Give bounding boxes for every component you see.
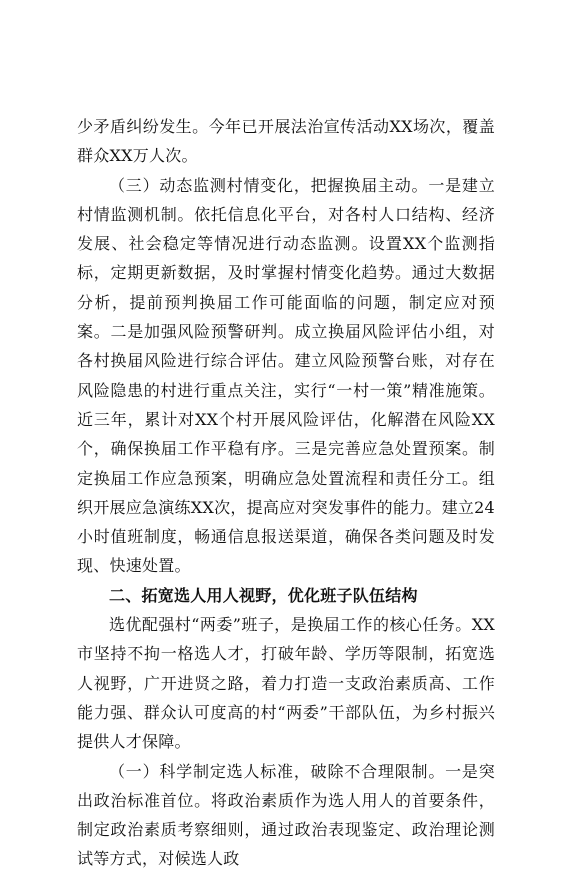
section-heading: 二、拓宽选人用人视野，优化班子队伍结构 — [109, 585, 418, 605]
document-body — [77, 112, 495, 874]
paragraph-continued: 少矛盾纠纷发生。今年已开展法治宣传活动XX场次，覆盖群众XX万人次。 — [77, 117, 495, 166]
paragraph-village-monitoring: （三）动态监测村情变化，把握换届主动。一是建立村情监测机制。依托信息化平台，对各村人口结构、经济发展、社会稳定等情况进行动态监测。设置XX个监测指标，定期更新数据，及时掌握村情变化趋势。通过大数据分析，提前预判换届工作可能面临的问题，制定应对预案。二是加强风险预警研判。成立换届风险评估小组，对各村换届风险进行综合评估。建立风险预警台账，对存在风险隐患的村进行重点关注，实行“一村一策”精准施策。近三年，累计对XX个村开展风险评估，化解潜在风险XX个，确保换届工作平稳有序。三是完善应急处置预案。制定换届工作应急预案，明确应急处置流程和责任分工。组织开展应急演练XX次，提高应对突发事件的能力。建立24小时值班制度，畅通信息报送渠道，确保各类问题及时发现、快速处置。 — [77, 175, 495, 576]
paragraph-section-intro: 选优配强村“两委”班子，是换届工作的核心任务。XX市坚持不拘一格选人才，打破年龄、学历等限制，拓宽选人视野，广开进贤之路，着力打造一支政治素质高、工作能力强、群众认可度高的村“两委”干部队伍，为乡村振兴提供人才保障。 — [77, 615, 495, 752]
paragraph-selection-standards: （一）科学制定选人标准，破除不合理限制。一是突出政治标准首位。将政治素质作为选人用人的首要条件，制定政治素质考察细则，通过政治表现鉴定、政治理论测试等方式，对候选人政 — [77, 761, 495, 869]
